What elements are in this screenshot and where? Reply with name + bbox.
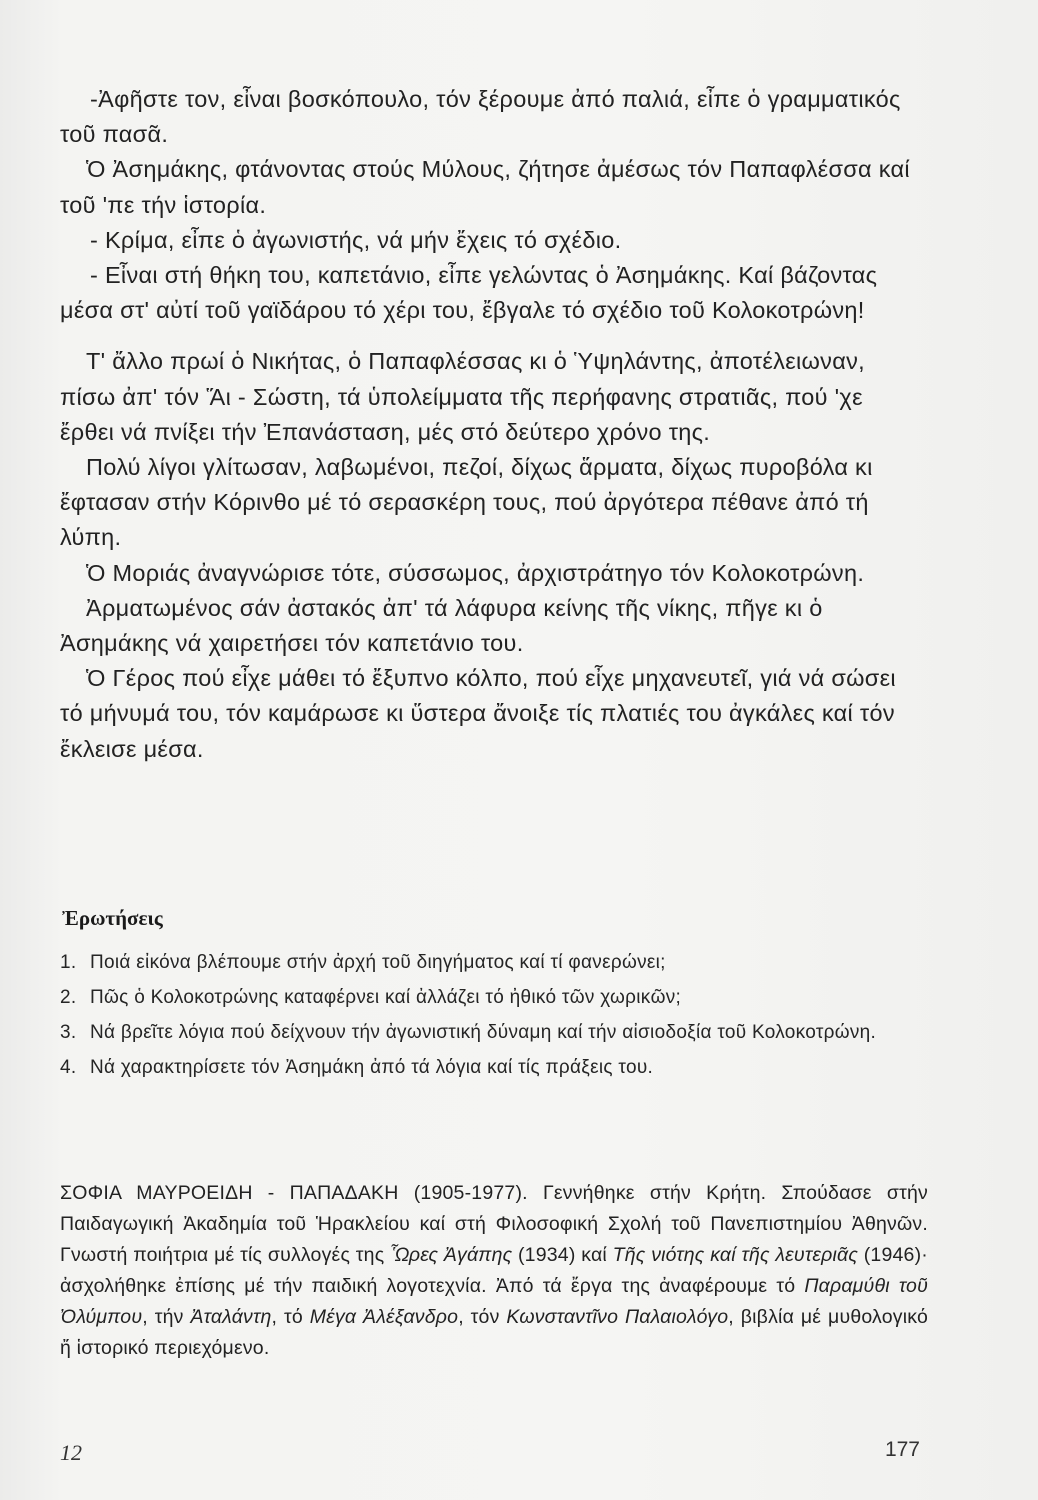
- question-item: [60, 984, 920, 1011]
- question-number: 4.: [60, 1057, 77, 1078]
- question-item: [60, 1054, 920, 1081]
- questions-list: [60, 949, 920, 1081]
- question-item: [60, 1019, 920, 1046]
- bio-text: ΣΟΦΙΑ ΜΑΥΡΟΕΙΔΗ - ΠΑΠΑΔΑΚΗ (1905-1977). Γεννήθηκε στήν Κρήτη. Σπούδασε στήν Παιδαγωγική Ἀκαδημία τοῦ Ἡρακλείου καί στή Φιλοσοφική Σχολή τοῦ Πανεπιστημίου Ἀθηνῶν. Γνωστή ποιήτρια μέ τίς συλλογές της: [60, 1182, 928, 1266]
- question-text: Νά χαρακτηρίσετε τόν Ἀσημάκη ἀπό τά λόγια καί τίς πράξεις του.: [90, 1057, 654, 1078]
- page-number: 177: [884, 1438, 920, 1461]
- bio-text: , τόν: [458, 1306, 507, 1328]
- questions-heading: Ἐρωτήσεις: [62, 906, 163, 930]
- bio-work-title: Ὧρες Ἀγάπης: [389, 1244, 513, 1266]
- passage-paragraph: - Κρίμα, εἶπε ὁ ἀγωνιστής, νά μήν ἔχεις τό σχέδιο.: [90, 226, 622, 253]
- question-item: [60, 949, 920, 976]
- bio-text: , τό: [271, 1306, 310, 1328]
- question-text: Ποιά εἰκόνα βλέπουμε στήν ἀρχή τοῦ διηγήματος καί τί φανερώνει;: [90, 952, 666, 973]
- bio-text: , βιβλία μέ μυθολογικό ἤ ἱστορικό περιεχόμενο.: [60, 1306, 928, 1359]
- bio-work-title: Μέγα Ἀλέξανδρο: [309, 1306, 459, 1328]
- bio-work-title: Παραμύθι τοῦ Ὀλύμπου: [60, 1275, 929, 1328]
- bio-text: (1934) καί: [512, 1244, 613, 1266]
- bio-text: (1946)· ἀσχολήθηκε ἐπίσης μέ τήν παιδική λογοτεχνία. Ἀπό τά ἔργα της ἀναφέρουμε τό: [60, 1244, 928, 1297]
- bio-work-title: Κωνσταντῖνο Παλαιολόγο: [506, 1306, 729, 1328]
- passage-paragraph: Ὁ Μοριάς ἀναγνώρισε τότε, σύσσωμος, ἀρχιστράτηγο τόν Κολοκοτρώνη.: [86, 559, 865, 586]
- question-text: Πῶς ὁ Κολοκοτρώνης καταφέρνει καί ἀλλάζει τό ἠθικό τῶν χωρικῶν;: [90, 987, 682, 1008]
- passage-paragraph: Ὁ Ἀσημάκης, φτάνοντας στούς Μύλους, ζήτησε ἀμέσως τόν Παπαφλέσσα καί τοῦ 'πε τήν ἱστορία.: [60, 156, 910, 218]
- passage-paragraph: Ἀρματωμένος σάν ἀστακός ἀπ' τά λάφυρα κείνης τῆς νίκης, πῆγε κι ὁ Ἀσημάκης νά χαιρετήσει τόν καπετάνιο του.: [60, 594, 823, 657]
- author-biography: [60, 1178, 928, 1364]
- question-number: 3.: [60, 1022, 77, 1043]
- question-number: 2.: [60, 987, 77, 1008]
- passage-paragraph: Πολύ λίγοι γλίτωσαν, λαβωμένοι, πεζοί, δίχως ἅρματα, δίχως πυροβόλα κι ἔφτασαν στήν Κόρινθο μέ τό σερασκέρη τους, πού ἀργότερα πέθανε ἀπό τή λύπη.: [60, 454, 873, 551]
- questions-section: [60, 906, 920, 1089]
- question-text: Νά βρεῖτε λόγια πού δείχνουν τήν ἀγωνιστική δύναμη καί τήν αἰσιοδοξία τοῦ Κολοκοτρώνη.: [90, 1022, 877, 1043]
- signature-mark: 12: [60, 1440, 82, 1465]
- passage-paragraph: - Εἶναι στή θήκη του, καπετάνιο, εἶπε γελώντας ὁ Ἀσημάκης. Καί βάζοντας μέσα στ' αὐτί τοῦ γαϊδάρου τό χέρι του, ἔβγαλε τό σχέδιο τοῦ Κολοκοτρώνη!: [60, 262, 878, 324]
- passage-paragraph: Ὁ Γέρος πού εἶχε μάθει τό ἔξυπνο κόλπο, πού εἶχε μηχανευτεῖ, γιά νά σώσει τό μήνυμά του, τόν καμάρωσε κι ὕστερα ἄνοιξε τίς πλατιές του ἀγκάλες καί τόν ἔκλεισε μέσα.: [60, 665, 896, 762]
- bio-work-title: Ἀταλάντη: [190, 1306, 272, 1328]
- bio-text: , τήν: [142, 1306, 191, 1328]
- passage-paragraph: Τ' ἄλλο πρωί ὁ Νικήτας, ὁ Παπαφλέσσας κι ὁ Ὑψηλάντης, ἀποτέλειωναν, πίσω ἀπ' τόν Ἅι - Σώστη, τά ὑπολείμματα τῆς περήφανης στρατιᾶς, πού 'χε ἔρθει νά πνίξει τήν Ἐπανάσταση, μές στό δεύτερο χρόνο της.: [60, 348, 865, 445]
- question-number: 1.: [60, 952, 77, 973]
- passage-paragraph: -Ἀφῆστε τον, εἶναι βοσκόπουλο, τόν ξέρουμε ἀπό παλιά, εἶπε ὁ γραμματικός τοῦ πασᾶ.: [60, 86, 901, 148]
- bio-work-title: Τῆς νιότης καί τῆς λευτεριᾶς: [612, 1244, 859, 1266]
- story-passage: [60, 82, 920, 767]
